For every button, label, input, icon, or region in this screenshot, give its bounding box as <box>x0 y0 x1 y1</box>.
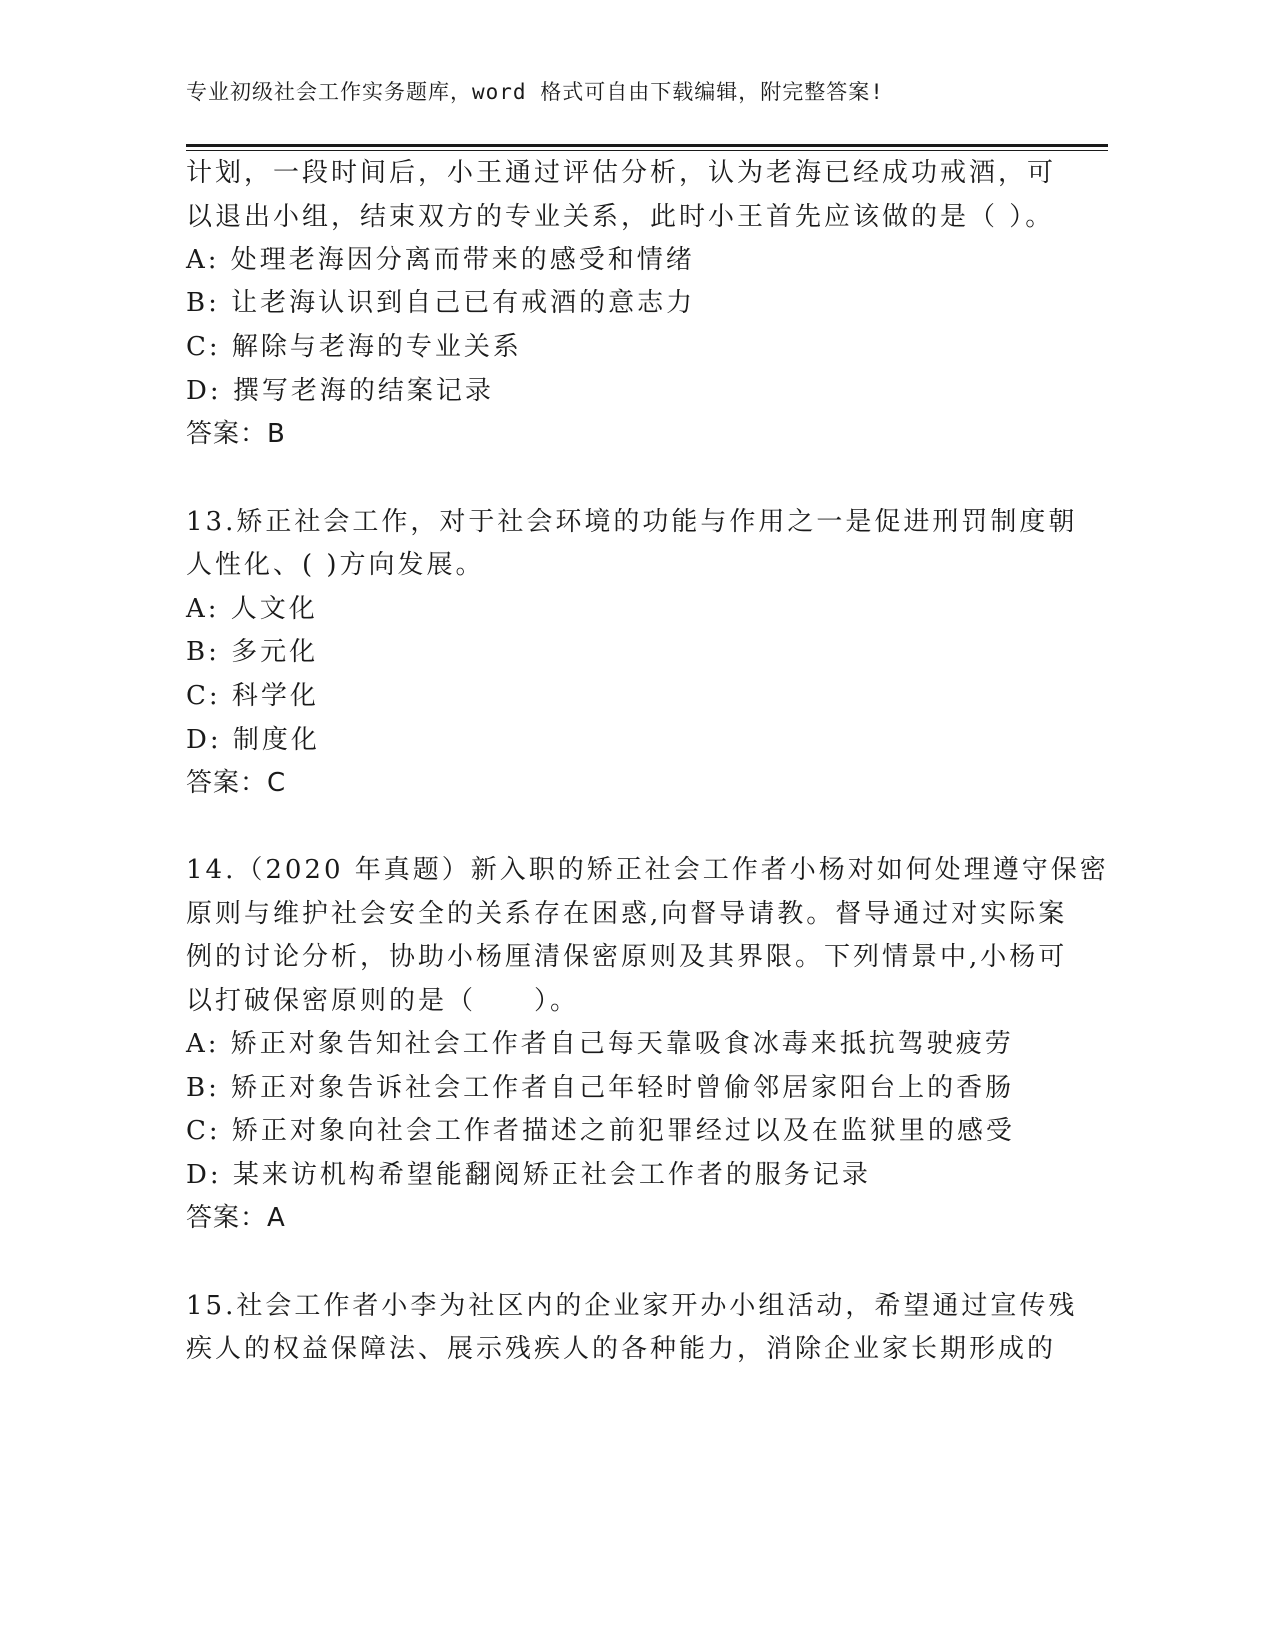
option-a: A: 人文化 <box>186 594 318 624</box>
option-c: C: 解除与老海的专业关系 <box>186 332 522 362</box>
answer-line: 答案：A <box>186 1203 286 1233</box>
question-stem-line: 人性化、( )方向发展。 <box>186 550 485 580</box>
question-stem-line: 14.（2020 年真题）新入职的矫正社会工作者小杨对如何处理遵守保密 <box>186 855 1109 885</box>
option-a: A: 矫正对象告知社会工作者自己每天靠吸食冰毒来抵抗驾驶疲劳 <box>186 1029 1014 1059</box>
option-d: D: 撰写老海的结案记录 <box>186 376 494 406</box>
option-d: D: 某来访机构希望能翻阅矫正社会工作者的服务记录 <box>186 1160 871 1190</box>
question-stem-line: 以打破保密原则的是（ ）。 <box>186 986 580 1016</box>
page-header: 专业初级社会工作实务题库，word 格式可自由下载编辑，附完整答案! <box>186 80 884 104</box>
header-rule-thin <box>186 150 1108 151</box>
question-stem-line: 原则与维护社会安全的关系存在困惑,向督导请教。督导通过对实际案 <box>186 899 1068 929</box>
question-stem-line: 计划，一段时间后，小王通过评估分析，认为老海已经成功戒酒，可 <box>186 158 1057 188</box>
question-stem-line: 15.社会工作者小李为社区内的企业家开办小组活动，希望通过宣传残 <box>186 1291 1078 1321</box>
answer-line: 答案：B <box>186 419 286 449</box>
option-b: B: 矫正对象告诉社会工作者自己年轻时曾偷邻居家阳台上的香肠 <box>186 1073 1015 1103</box>
question-stem-line: 疾人的权益保障法、展示残疾人的各种能力，消除企业家长期形成的 <box>186 1334 1057 1364</box>
option-d: D: 制度化 <box>186 725 320 755</box>
option-c: C: 矫正对象向社会工作者描述之前犯罪经过以及在监狱里的感受 <box>186 1116 1015 1146</box>
header-rule-thick <box>186 144 1108 147</box>
option-c: C: 科学化 <box>186 681 319 711</box>
option-b: B: 多元化 <box>186 637 319 667</box>
question-stem-line: 以退出小组，结束双方的专业关系，此时小王首先应该做的是（ ）。 <box>186 202 1055 232</box>
answer-line: 答案：C <box>186 768 287 798</box>
question-stem-line: 例的讨论分析，协助小杨厘清保密原则及其界限。下列情景中,小杨可 <box>186 942 1068 972</box>
option-a: A: 处理老海因分离而带来的感受和情绪 <box>186 245 695 275</box>
option-b: B: 让老海认识到自己已有戒酒的意志力 <box>186 288 696 318</box>
question-stem-line: 13.矫正社会工作，对于社会环境的功能与作用之一是促进刑罚制度朝 <box>186 507 1078 537</box>
